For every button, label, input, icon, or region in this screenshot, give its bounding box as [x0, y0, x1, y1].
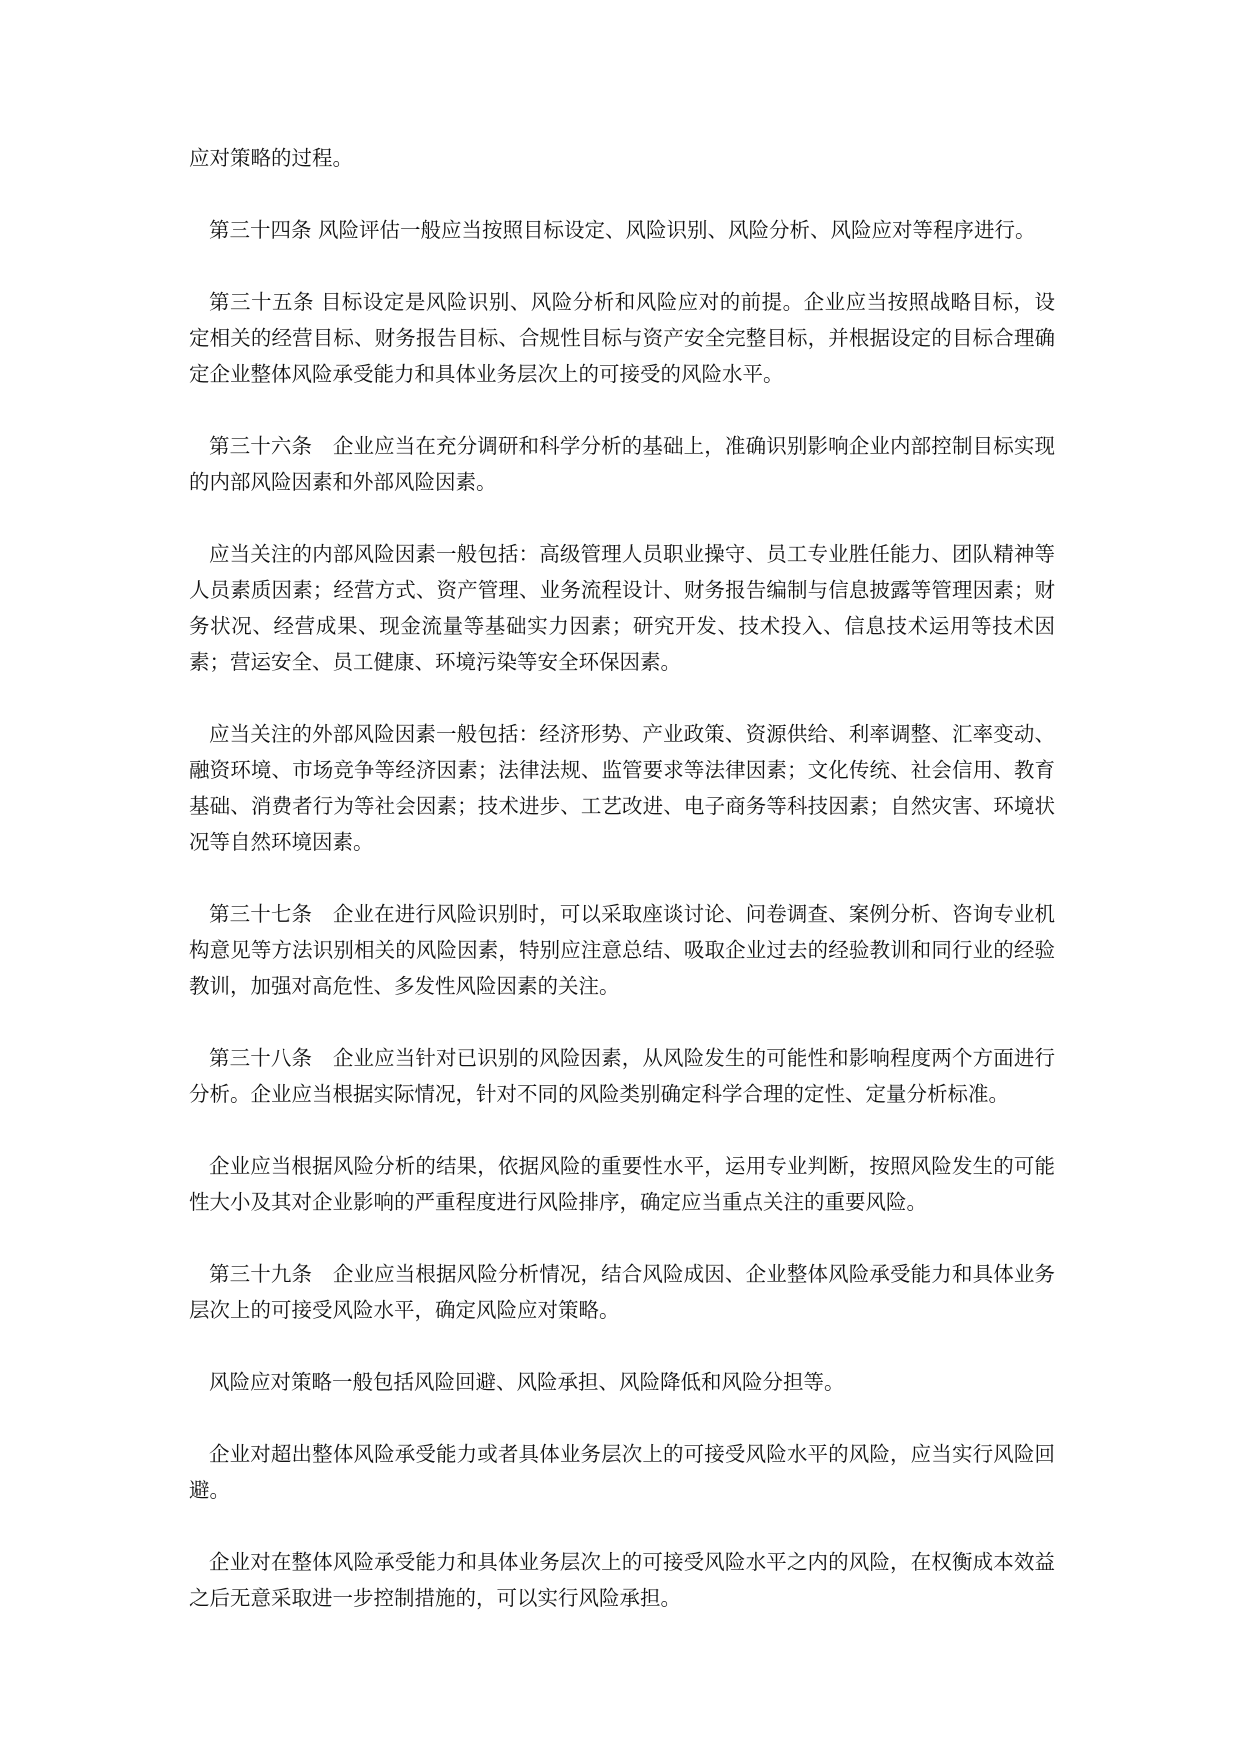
- paragraph-9: 企业应当根据风险分析的结果，依据风险的重要性水平，运用专业判断，按照风险发生的可能性大小及其对企业影响的严重程度进行风险排序，确定应当重点关注的重要风险。: [189, 1154, 1055, 1214]
- paragraph-7: 第三十七条 企业在进行风险识别时，可以采取座谈讨论、问卷调查、案例分析、咨询专业机构意见等方法识别相关的风险因素，特别应注意总结、吸取企业过去的经验教训和同行业的经验教训，加强对高危性、多发性风险因素的关注。: [189, 902, 1055, 998]
- paragraph-1: 应对策略的过程。: [189, 146, 353, 170]
- paragraph-12: 企业对超出整体风险承受能力或者具体业务层次上的可接受风险水平的风险，应当实行风险回避。: [189, 1442, 1055, 1502]
- paragraph-4: 第三十六条 企业应当在充分调研和科学分析的基础上，准确识别影响企业内部控制目标实现的内部风险因素和外部风险因素。: [189, 434, 1055, 494]
- paragraph-10: 第三十九条 企业应当根据风险分析情况，结合风险成因、企业整体风险承受能力和具体业务层次上的可接受风险水平，确定风险应对策略。: [189, 1262, 1055, 1322]
- paragraph-6: 应当关注的外部风险因素一般包括：经济形势、产业政策、资源供给、利率调整、汇率变动、融资环境、市场竞争等经济因素；法律法规、监管要求等法律因素；文化传统、社会信用、教育基础、消费者行为等社会因素；技术进步、工艺改进、电子商务等科技因素；自然灾害、环境状况等自然环境因素。: [189, 722, 1055, 854]
- paragraph-13: 企业对在整体风险承受能力和具体业务层次上的可接受风险水平之内的风险，在权衡成本效益之后无意采取进一步控制措施的，可以实行风险承担。: [189, 1550, 1055, 1610]
- paragraph-2: 第三十四条 风险评估一般应当按照目标设定、风险识别、风险分析、风险应对等程序进行。: [209, 218, 1036, 242]
- paragraph-3: 第三十五条 目标设定是风险识别、风险分析和风险应对的前提。企业应当按照战略目标，设定相关的经营目标、财务报告目标、合规性目标与资产安全完整目标，并根据设定的目标合理确定企业整体风险承受能力和具体业务层次上的可接受的风险水平。: [189, 290, 1055, 386]
- paragraph-11: 风险应对策略一般包括风险回避、风险承担、风险降低和风险分担等。: [209, 1370, 845, 1394]
- paragraph-5: 应当关注的内部风险因素一般包括：高级管理人员职业操守、员工专业胜任能力、团队精神等人员素质因素；经营方式、资产管理、业务流程设计、财务报告编制与信息披露等管理因素；财务状况、经营成果、现金流量等基础实力因素；研究开发、技术投入、信息技术运用等技术因素；营运安全、员工健康、环境污染等安全环保因素。: [189, 542, 1055, 674]
- document-page: [189, 140, 1055, 1652]
- paragraph-8: 第三十八条 企业应当针对已识别的风险因素，从风险发生的可能性和影响程度两个方面进行分析。企业应当根据实际情况，针对不同的风险类别确定科学合理的定性、定量分析标准。: [189, 1046, 1055, 1106]
